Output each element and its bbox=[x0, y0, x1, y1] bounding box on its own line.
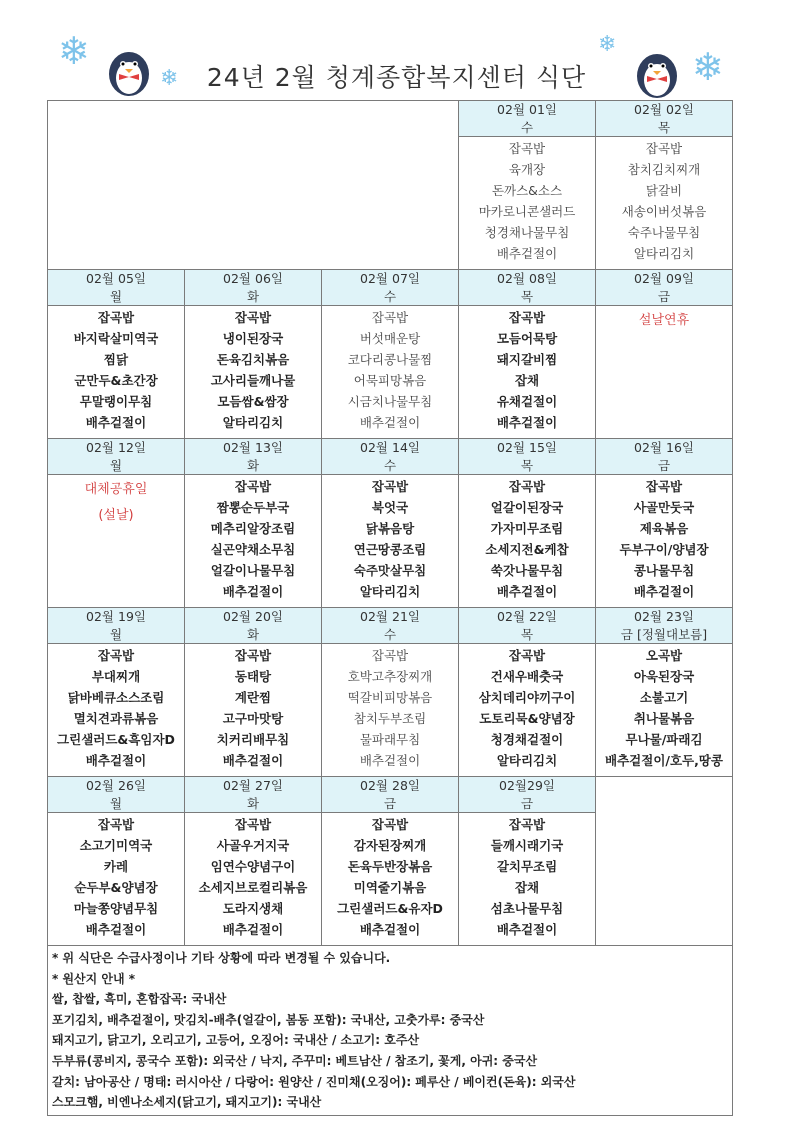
holiday-label: 설날연휴 bbox=[638, 313, 690, 328]
menu-item: 배추겉절이 bbox=[222, 921, 284, 937]
menu-item: 육개장 bbox=[508, 161, 546, 177]
day-date: 02월29일 bbox=[499, 778, 555, 793]
menu-item: 알타리김치 bbox=[359, 583, 421, 599]
menu-item: 유채겉절이 bbox=[496, 393, 558, 409]
menu-item: 취나물볶음 bbox=[633, 710, 695, 726]
menu-item: 배추겉절이 bbox=[359, 752, 421, 768]
day-header bbox=[459, 270, 596, 306]
day-header bbox=[48, 439, 185, 475]
menu-item: 배추겉절이 bbox=[359, 921, 421, 937]
menu-item: 들깨시래기국 bbox=[490, 837, 564, 853]
menu-item: 소세지전&케찹 bbox=[485, 541, 569, 557]
menu-item: 갈치무조림 bbox=[496, 858, 558, 874]
menu-item: 두부구이/양념장 bbox=[619, 541, 709, 557]
snowflake-icon: ❄ bbox=[692, 45, 724, 89]
meal-cell bbox=[596, 137, 733, 270]
day-date: 02월 12일 bbox=[86, 440, 146, 455]
menu-item: 알타리김치 bbox=[633, 245, 695, 261]
menu-item: 가자미무조림 bbox=[490, 520, 564, 536]
menu-item: 잡곡밥 bbox=[234, 817, 272, 832]
day-header bbox=[596, 439, 733, 475]
menu-item: 바지락살미역국 bbox=[73, 330, 159, 346]
day-header bbox=[596, 270, 733, 306]
note-line: 돼지고기, 닭고기, 오리고기, 고등어, 오징어: 국내산 / 소고기: 호주산 bbox=[52, 1033, 420, 1048]
menu-item: 군만두&초간장 bbox=[74, 372, 158, 388]
menu-item: 그린샐러드&흑임자D bbox=[57, 731, 175, 747]
menu-item: 잡곡밥 bbox=[645, 479, 683, 494]
meal-cell bbox=[459, 813, 596, 946]
meal-cell bbox=[459, 475, 596, 608]
menu-item: 소불고기 bbox=[639, 689, 689, 705]
day-date: 02월 13일 bbox=[223, 440, 283, 455]
day-header bbox=[459, 101, 596, 137]
menu-item: 삼치데리야끼구이 bbox=[478, 689, 576, 705]
menu-item: 잡곡밥 bbox=[645, 141, 683, 156]
meal-cell bbox=[596, 644, 733, 777]
menu-item: 배추겉절이 bbox=[222, 752, 284, 768]
day-date: 02월 08일 bbox=[497, 271, 557, 286]
meal-cell bbox=[322, 306, 459, 439]
menu-item: 호박고추장찌개 bbox=[347, 668, 433, 684]
snowflake-icon: ❄ bbox=[160, 66, 179, 91]
menu-item: 잡채 bbox=[514, 879, 540, 895]
meal-cell bbox=[459, 306, 596, 439]
menu-item: 배추겉절이 bbox=[222, 583, 284, 599]
menu-item: 쑥갓나물무침 bbox=[490, 562, 564, 578]
menu-item: 알타리김치 bbox=[496, 752, 558, 768]
menu-item: 버섯매운탕 bbox=[359, 330, 421, 346]
menu-item: 잡곡밥 bbox=[371, 479, 409, 494]
menu-item: 잡곡밥 bbox=[97, 310, 135, 325]
menu-item: 북엇국 bbox=[371, 499, 409, 515]
day-weekday: 화 bbox=[246, 795, 260, 811]
menu-item: 냉이된장국 bbox=[222, 330, 284, 346]
day-date: 02월 01일 bbox=[497, 102, 557, 117]
menu-item: 얼갈이된장국 bbox=[490, 499, 564, 515]
day-weekday: 금 [정월대보름] bbox=[620, 626, 708, 642]
menu-item: 잡곡밥 bbox=[234, 479, 272, 494]
date-header-row bbox=[48, 101, 733, 137]
day-date: 02월 19일 bbox=[86, 609, 146, 624]
menu-item: 고사리들깨나물 bbox=[210, 372, 296, 388]
day-header bbox=[459, 439, 596, 475]
menu-item: 잡곡밥 bbox=[234, 648, 272, 663]
snowflake-icon: ❄ bbox=[598, 32, 617, 57]
menu-item: 찜닭 bbox=[103, 351, 129, 367]
menu-item: 모듬어묵탕 bbox=[496, 330, 558, 346]
day-weekday: 금 bbox=[657, 457, 671, 473]
notes-row bbox=[48, 946, 733, 1116]
note-line: 두부류(콩비지, 콩국수 포함): 외국산 / 낙지, 주꾸미: 베트남산 / 참조기, 꽃게, 아귀: 중국산 bbox=[52, 1053, 538, 1068]
menu-item: 무나물/파래김 bbox=[625, 731, 703, 747]
meal-cell bbox=[48, 813, 185, 946]
holiday-cell bbox=[48, 475, 185, 608]
menu-item: 코다리콩나물찜 bbox=[347, 351, 433, 367]
day-date: 02월 15일 bbox=[497, 440, 557, 455]
meal-cell bbox=[459, 644, 596, 777]
menu-item: 카레 bbox=[103, 858, 129, 874]
holiday-label: 대체공휴일 bbox=[84, 482, 148, 497]
day-header bbox=[185, 270, 322, 306]
menu-item: 사골우거지국 bbox=[216, 837, 290, 853]
day-weekday: 목 bbox=[520, 457, 534, 473]
day-weekday: 월 bbox=[109, 288, 123, 304]
day-weekday: 수 bbox=[520, 119, 534, 135]
day-header bbox=[322, 777, 459, 813]
menu-item: 새송이버섯볶음 bbox=[621, 203, 707, 219]
menu-item: 감자된장찌개 bbox=[353, 837, 427, 853]
day-header bbox=[48, 608, 185, 644]
day-date: 02월 06일 bbox=[223, 271, 283, 286]
menu-item: 연근땅콩조림 bbox=[353, 541, 427, 557]
menu-item: 순두부&양념장 bbox=[74, 879, 158, 895]
menu-item: 짬뽕순두부국 bbox=[216, 499, 290, 515]
menu-item: 건새우배춧국 bbox=[490, 668, 564, 684]
page-title: 24년 2월 청계종합복지센터 식단 bbox=[206, 63, 587, 92]
menu-item: 동태탕 bbox=[234, 668, 272, 684]
menu-item: 숙주나물무침 bbox=[627, 224, 701, 240]
day-weekday: 수 bbox=[383, 457, 397, 473]
menu-item: 배추겉절이 bbox=[496, 921, 558, 937]
menu-item: 섬초나물무침 bbox=[490, 900, 564, 916]
note-line: 쌀, 찹쌀, 흑미, 혼합잡곡: 국내산 bbox=[52, 992, 227, 1007]
note-line: * 위 식단은 수급사정이나 기타 상황에 따라 변경될 수 있습니다. bbox=[52, 951, 391, 965]
menu-item: 소세지브로컬리볶음 bbox=[198, 879, 308, 895]
meal-cell bbox=[322, 475, 459, 608]
menu-item: 아욱된장국 bbox=[633, 668, 695, 684]
day-date: 02월 20일 bbox=[223, 609, 283, 624]
snowflake-icon: ❄ bbox=[58, 29, 90, 73]
meal-cell bbox=[48, 306, 185, 439]
menu-item: 배추겉절이 bbox=[85, 752, 147, 768]
menu-item: 알타리김치 bbox=[222, 414, 284, 430]
day-weekday: 화 bbox=[246, 626, 260, 642]
day-header bbox=[596, 608, 733, 644]
menu-item: 마카로니콘샐러드 bbox=[478, 203, 576, 219]
meal-cell bbox=[459, 137, 596, 270]
day-date: 02월 14일 bbox=[360, 440, 420, 455]
menu-item: 잡곡밥 bbox=[508, 310, 546, 325]
day-header bbox=[322, 439, 459, 475]
day-weekday: 목 bbox=[520, 626, 534, 642]
menu-item: 모듬쌈&쌈장 bbox=[217, 393, 289, 409]
day-weekday: 화 bbox=[246, 457, 260, 473]
menu-item: 계란찜 bbox=[234, 689, 272, 705]
menu-item: 시금치나물무침 bbox=[347, 393, 433, 409]
menu-item: 배추겉절이 bbox=[633, 583, 695, 599]
holiday-cell bbox=[596, 306, 733, 439]
holiday-label: (설날) bbox=[98, 508, 134, 523]
menu-item: 고구마맛탕 bbox=[222, 710, 284, 726]
meal-cell bbox=[185, 813, 322, 946]
menu-item: 배추겉절이/호두,땅콩 bbox=[605, 752, 724, 768]
day-header bbox=[459, 608, 596, 644]
note-line: 포기김치, 배추겉절이, 맛김치-배추(얼갈이, 봄동 포함): 국내산, 고춧가루: 중국산 bbox=[52, 1012, 485, 1027]
menu-item: 돈육김치볶음 bbox=[216, 351, 290, 367]
menu-item: 무말랭이무침 bbox=[79, 393, 153, 409]
menu-item: 배추겉절이 bbox=[85, 414, 147, 430]
menu-item: 돈육두반장볶음 bbox=[347, 858, 433, 874]
menu-item: 배추겉절이 bbox=[359, 414, 421, 430]
menu-item: 잡곡밥 bbox=[371, 310, 409, 325]
note-line: * 원산지 안내 * bbox=[52, 971, 136, 986]
day-weekday: 금 bbox=[383, 795, 397, 811]
day-date: 02월 27일 bbox=[223, 778, 283, 793]
day-weekday: 목 bbox=[520, 288, 534, 304]
meal-cell bbox=[185, 644, 322, 777]
food-row bbox=[48, 306, 733, 439]
day-weekday: 월 bbox=[109, 795, 123, 811]
day-date: 02월 26일 bbox=[86, 778, 146, 793]
menu-item: 떡갈비피망볶음 bbox=[347, 689, 433, 705]
day-weekday: 수 bbox=[383, 288, 397, 304]
menu-item: 도토리묵&양념장 bbox=[479, 710, 575, 726]
date-header-row bbox=[48, 270, 733, 306]
day-date: 02월 23일 bbox=[634, 609, 694, 624]
day-date: 02월 22일 bbox=[497, 609, 557, 624]
day-header bbox=[48, 777, 185, 813]
day-header bbox=[322, 608, 459, 644]
day-header bbox=[48, 270, 185, 306]
menu-item: 임연수양념구이 bbox=[210, 858, 296, 874]
note-line: 갈치: 남아공산 / 명태: 러시아산 / 다랑어: 원양산 / 진미채(오징어): 페루산 / 베이컨(돈육): 외국산 bbox=[52, 1074, 576, 1089]
day-date: 02월 21일 bbox=[360, 609, 420, 624]
menu-item: 소고기미역국 bbox=[79, 837, 153, 853]
date-header-row bbox=[48, 608, 733, 644]
menu-item: 참치김치찌개 bbox=[627, 161, 701, 177]
note-line: 스모크햄, 비엔나소세지(닭고기, 돼지고기): 국내산 bbox=[52, 1095, 322, 1110]
menu-item: 마늘쫑양념무침 bbox=[73, 900, 159, 916]
menu-item: 잡곡밥 bbox=[508, 141, 546, 156]
day-header bbox=[322, 270, 459, 306]
menu-item: 도라지생채 bbox=[222, 900, 284, 916]
day-weekday: 금 bbox=[520, 795, 534, 811]
menu-item: 메추리알장조림 bbox=[210, 520, 296, 536]
menu-item: 사골만둣국 bbox=[633, 499, 695, 515]
menu-item: 그린샐러드&유자D bbox=[337, 900, 443, 916]
menu-item: 배추겉절이 bbox=[496, 414, 558, 430]
food-row bbox=[48, 475, 733, 608]
notes-cell bbox=[48, 946, 733, 1116]
menu-item: 잡곡밥 bbox=[371, 648, 409, 663]
menu-item: 잡곡밥 bbox=[97, 817, 135, 832]
day-header bbox=[185, 439, 322, 475]
day-weekday: 화 bbox=[246, 288, 260, 304]
menu-item: 돼지갈비찜 bbox=[496, 351, 558, 367]
menu-item: 잡채 bbox=[514, 372, 540, 388]
date-header-row bbox=[48, 777, 733, 813]
menu-item: 콩나물무침 bbox=[633, 562, 695, 578]
menu-item: 미역줄기볶음 bbox=[353, 879, 427, 895]
meal-cell bbox=[322, 644, 459, 777]
meal-cell bbox=[185, 306, 322, 439]
day-date: 02월 02일 bbox=[634, 102, 694, 117]
meal-cell bbox=[185, 475, 322, 608]
menu-item: 멸치견과류볶음 bbox=[73, 710, 159, 726]
menu-item: 잡곡밥 bbox=[508, 817, 546, 832]
day-weekday: 월 bbox=[109, 626, 123, 642]
menu-item: 제육볶음 bbox=[639, 520, 689, 536]
meal-table bbox=[47, 100, 733, 1116]
day-header bbox=[185, 777, 322, 813]
menu-item: 부대찌개 bbox=[91, 668, 141, 684]
menu-item: 실곤약채소무침 bbox=[210, 541, 296, 557]
food-row bbox=[48, 644, 733, 777]
day-date: 02월 05일 bbox=[86, 271, 146, 286]
menu-item: 잡곡밥 bbox=[97, 648, 135, 663]
menu-item: 치커리배무침 bbox=[216, 731, 290, 747]
day-date: 02월 28일 bbox=[360, 778, 420, 793]
date-header-row bbox=[48, 439, 733, 475]
menu-item: 닭갈비 bbox=[645, 182, 683, 198]
menu-item: 물파래무침 bbox=[359, 731, 421, 747]
menu-item: 청경채나물무침 bbox=[484, 224, 570, 240]
menu-item: 잡곡밥 bbox=[371, 817, 409, 832]
menu-item: 오곡밥 bbox=[645, 648, 683, 663]
menu-item: 배추겉절이 bbox=[85, 921, 147, 937]
meal-cell bbox=[48, 644, 185, 777]
menu-item: 잡곡밥 bbox=[508, 648, 546, 663]
day-date: 02월 07일 bbox=[360, 271, 420, 286]
meal-cell bbox=[596, 475, 733, 608]
menu-item: 닭바베큐소스조림 bbox=[67, 689, 165, 705]
menu-item: 청경채겉절이 bbox=[490, 731, 564, 747]
menu-item: 닭볶음탕 bbox=[365, 520, 415, 536]
day-weekday: 월 bbox=[109, 457, 123, 473]
day-date: 02월 09일 bbox=[634, 271, 694, 286]
meal-cell bbox=[322, 813, 459, 946]
day-header bbox=[596, 101, 733, 137]
empty-cell bbox=[596, 777, 733, 946]
empty-cell bbox=[48, 101, 459, 270]
menu-item: 얼갈이나물무침 bbox=[210, 562, 296, 578]
day-weekday: 목 bbox=[657, 119, 671, 135]
menu-item: 숙주맛살무침 bbox=[353, 562, 427, 578]
day-date: 02월 16일 bbox=[634, 440, 694, 455]
day-weekday: 수 bbox=[383, 626, 397, 642]
menu-item: 돈까스&소스 bbox=[491, 182, 563, 198]
menu-item: 어묵피망볶음 bbox=[353, 372, 427, 388]
day-header bbox=[459, 777, 596, 813]
menu-item: 잡곡밥 bbox=[508, 479, 546, 494]
menu-item: 배추겉절이 bbox=[496, 583, 558, 599]
day-weekday: 금 bbox=[657, 288, 671, 304]
day-header bbox=[185, 608, 322, 644]
menu-item: 잡곡밥 bbox=[234, 310, 272, 325]
menu-item: 배추겉절이 bbox=[496, 245, 558, 261]
menu-item: 참치두부조림 bbox=[353, 710, 427, 726]
